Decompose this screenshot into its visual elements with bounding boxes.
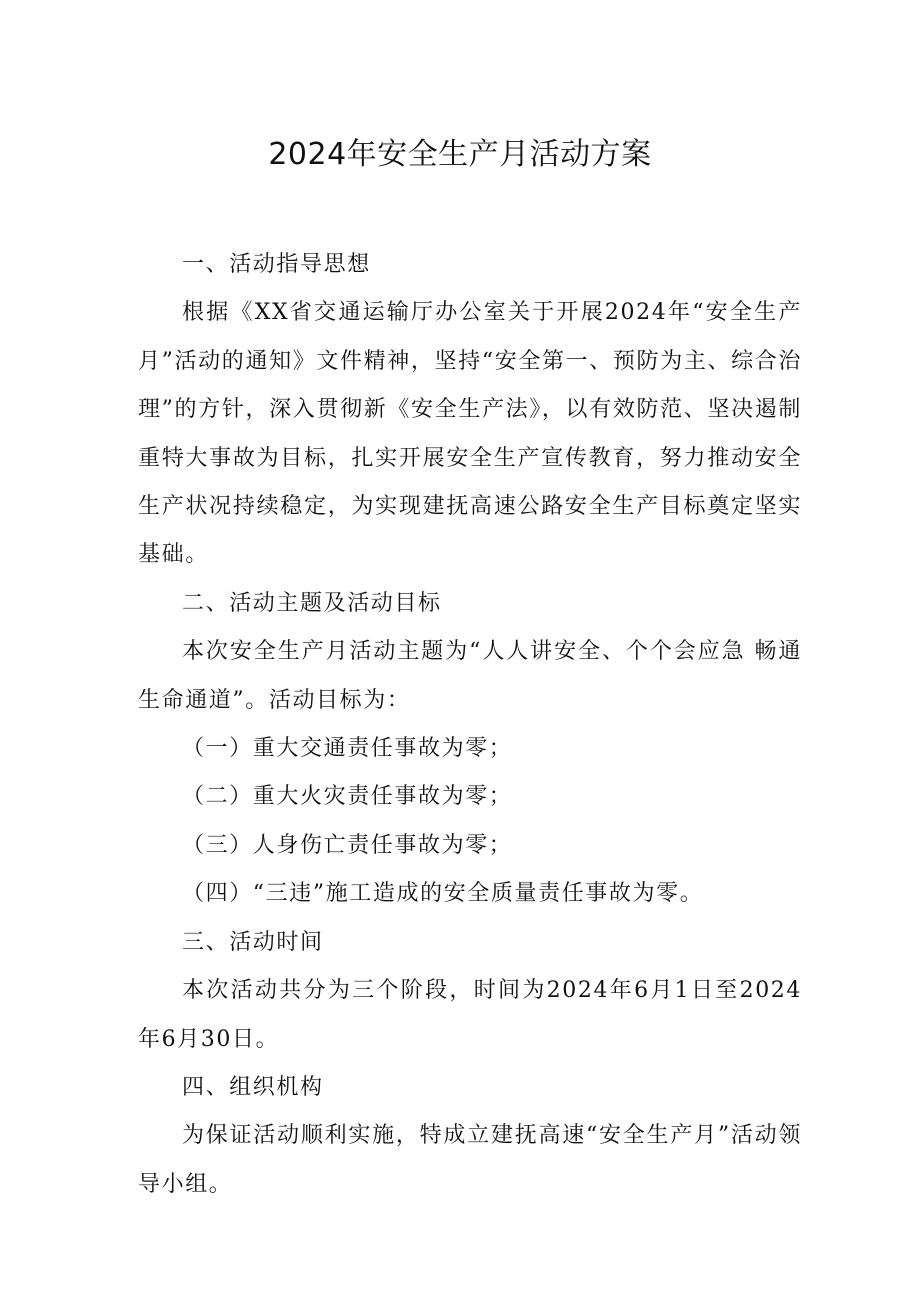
goal-item: （一）重大交通责任事故为零； xyxy=(182,736,513,762)
goal-item: （二）重大火灾责任事故为零； xyxy=(182,784,513,810)
section-heading-organization: 四、组织机构 xyxy=(182,1074,324,1100)
section-heading-activity-time: 三、活动时间 xyxy=(182,929,324,955)
document-body xyxy=(138,241,802,1209)
theme-paragraph: 本次安全生产月活动主题为“人人讲安全、个个会应急 畅通生命通道”。活动目标为： xyxy=(138,639,802,713)
organization-paragraph: 为保证活动顺利实施，特成立建抚高速“安全生产月”活动领导小组。 xyxy=(138,1123,802,1197)
document-title: 2024年安全生产月活动方案 xyxy=(268,137,652,172)
guiding-principle-paragraph: 根据《XX省交通运输厅办公室关于开展2024年“安全生产月”活动的通知》文件精神，坚持“安全第一、预防为主、综合治理”的方针，深入贯彻新《安全生产法》，以有效防范、坚决遏制重特大事故为目标，扎实开展安全生产宣传教育，努力推动安全生产状况持续稳定，为实现建抚高速公路安全生产目标奠定坚实基础。 xyxy=(138,300,802,568)
section-heading-guiding-principle: 一、活动指导思想 xyxy=(182,252,371,277)
goal-item: （三）人身伤亡责任事故为零； xyxy=(182,832,513,858)
goal-item: （四）“三违”施工造成的安全质量责任事故为零。 xyxy=(182,881,704,907)
section-heading-theme-and-goals: 二、活动主题及活动目标 xyxy=(182,590,442,616)
activity-time-paragraph: 本次活动共分为三个阶段，时间为2024年6月1日至2024年6月30日。 xyxy=(138,978,802,1052)
